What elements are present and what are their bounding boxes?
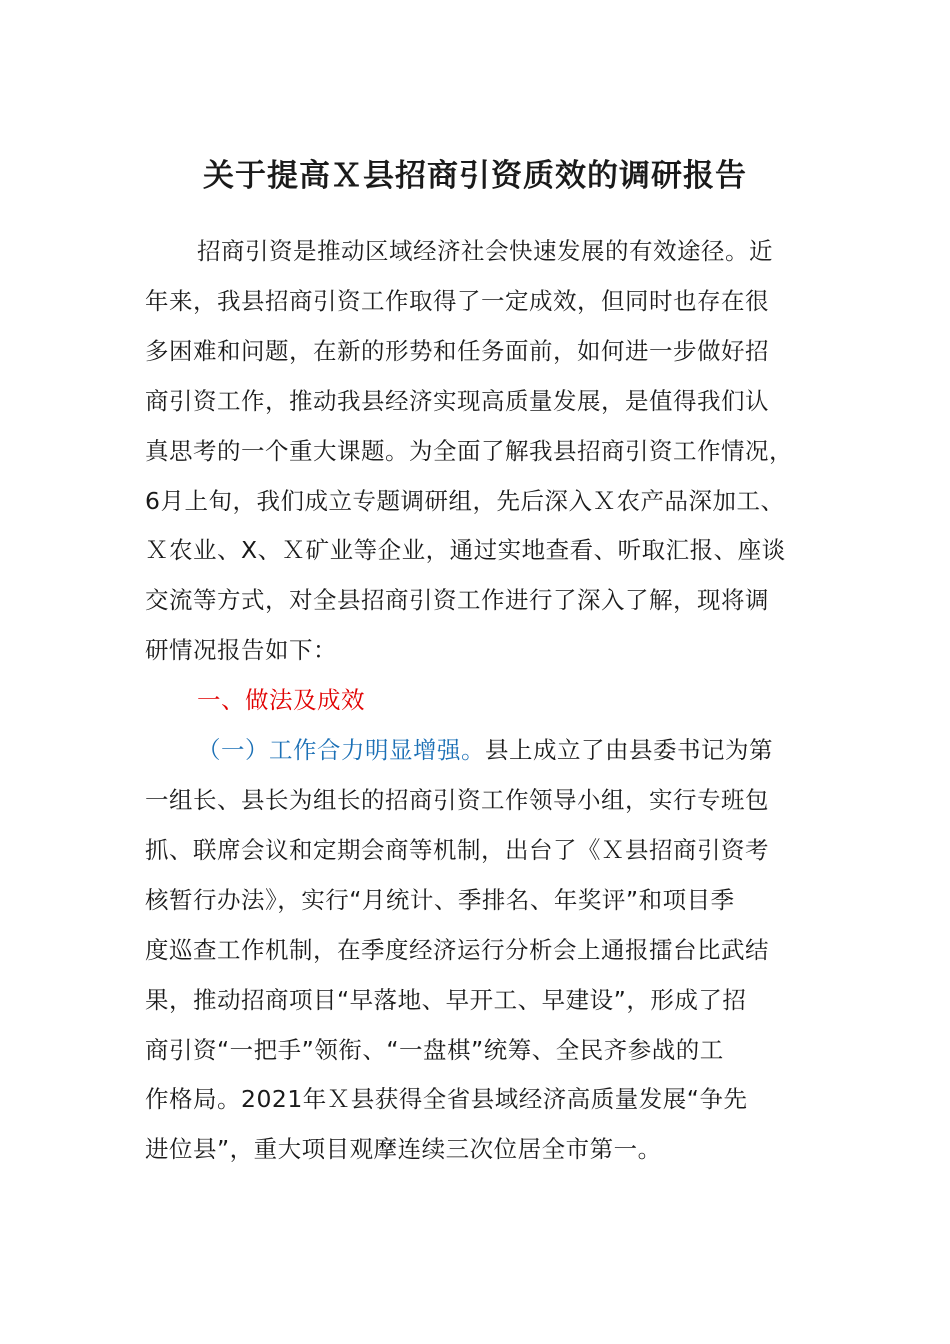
section-heading: 一、做法及成效 [197, 686, 365, 715]
paragraph-line: 真思考的一个重大课题。为全面了解我县招商引资工作情况， [145, 436, 793, 465]
paragraph-line: 度巡查工作机制，在季度经济运行分析会上通报擂台比武结 [145, 935, 769, 964]
subsection-first-line [145, 726, 807, 776]
paragraph-line: 研情况报告如下： [145, 636, 337, 665]
paragraph-line: 商引资工作，推动我县经济实现高质量发展，是值得我们认 [145, 386, 769, 415]
paragraph-line: 年来，我县招商引资工作取得了一定成效，但同时也存在很 [145, 286, 769, 315]
paragraph-line: 6月上旬，我们成立专题调研组，先后深入Ｘ农产品深加工、 [145, 486, 785, 515]
paragraph-line: 招商引资是推动区域经济社会快速发展的有效途径。近 [197, 237, 773, 265]
subsection-heading: （一）工作合力明显增强。 [197, 736, 485, 765]
paragraph-line: 一组长、县长为组长的招商引资工作领导小组，实行专班包 [145, 785, 769, 814]
paragraph-line: 果，推动招商项目“早落地、早开工、早建设”，形成了招 [145, 985, 747, 1014]
document-body [145, 227, 807, 1175]
paragraph-line-text: 县上成立了由县委书记为第 [485, 736, 773, 765]
paragraph-line: 交流等方式，对全县招商引资工作进行了深入了解，现将调 [145, 586, 769, 615]
paragraph-line: 抓、联席会议和定期会商等机制，出台了《Ｘ县招商引资考 [145, 835, 769, 864]
paragraph-line: 多困难和问题，在新的形势和任务面前，如何进一步做好招 [145, 336, 769, 365]
paragraph-line: 商引资“一把手”领衔、“一盘棋”统筹、全民齐参战的工 [145, 1035, 724, 1064]
paragraph-line: 核暂行办法》，实行“月统计、季排名、年奖评”和项目季 [145, 885, 735, 914]
document-title: 关于提高Ｘ县招商引资质效的调研报告 [203, 158, 747, 194]
paragraph-line: 作格局。2021年Ｘ县获得全省县域经济高质量发展“争先 [145, 1085, 748, 1114]
paragraph-line: Ｘ农业、X、Ｘ矿业等企业，通过实地查看、听取汇报、座谈 [145, 536, 786, 565]
paragraph-line: 进位县”，重大项目观摩连续三次位居全市第一。 [145, 1135, 662, 1164]
